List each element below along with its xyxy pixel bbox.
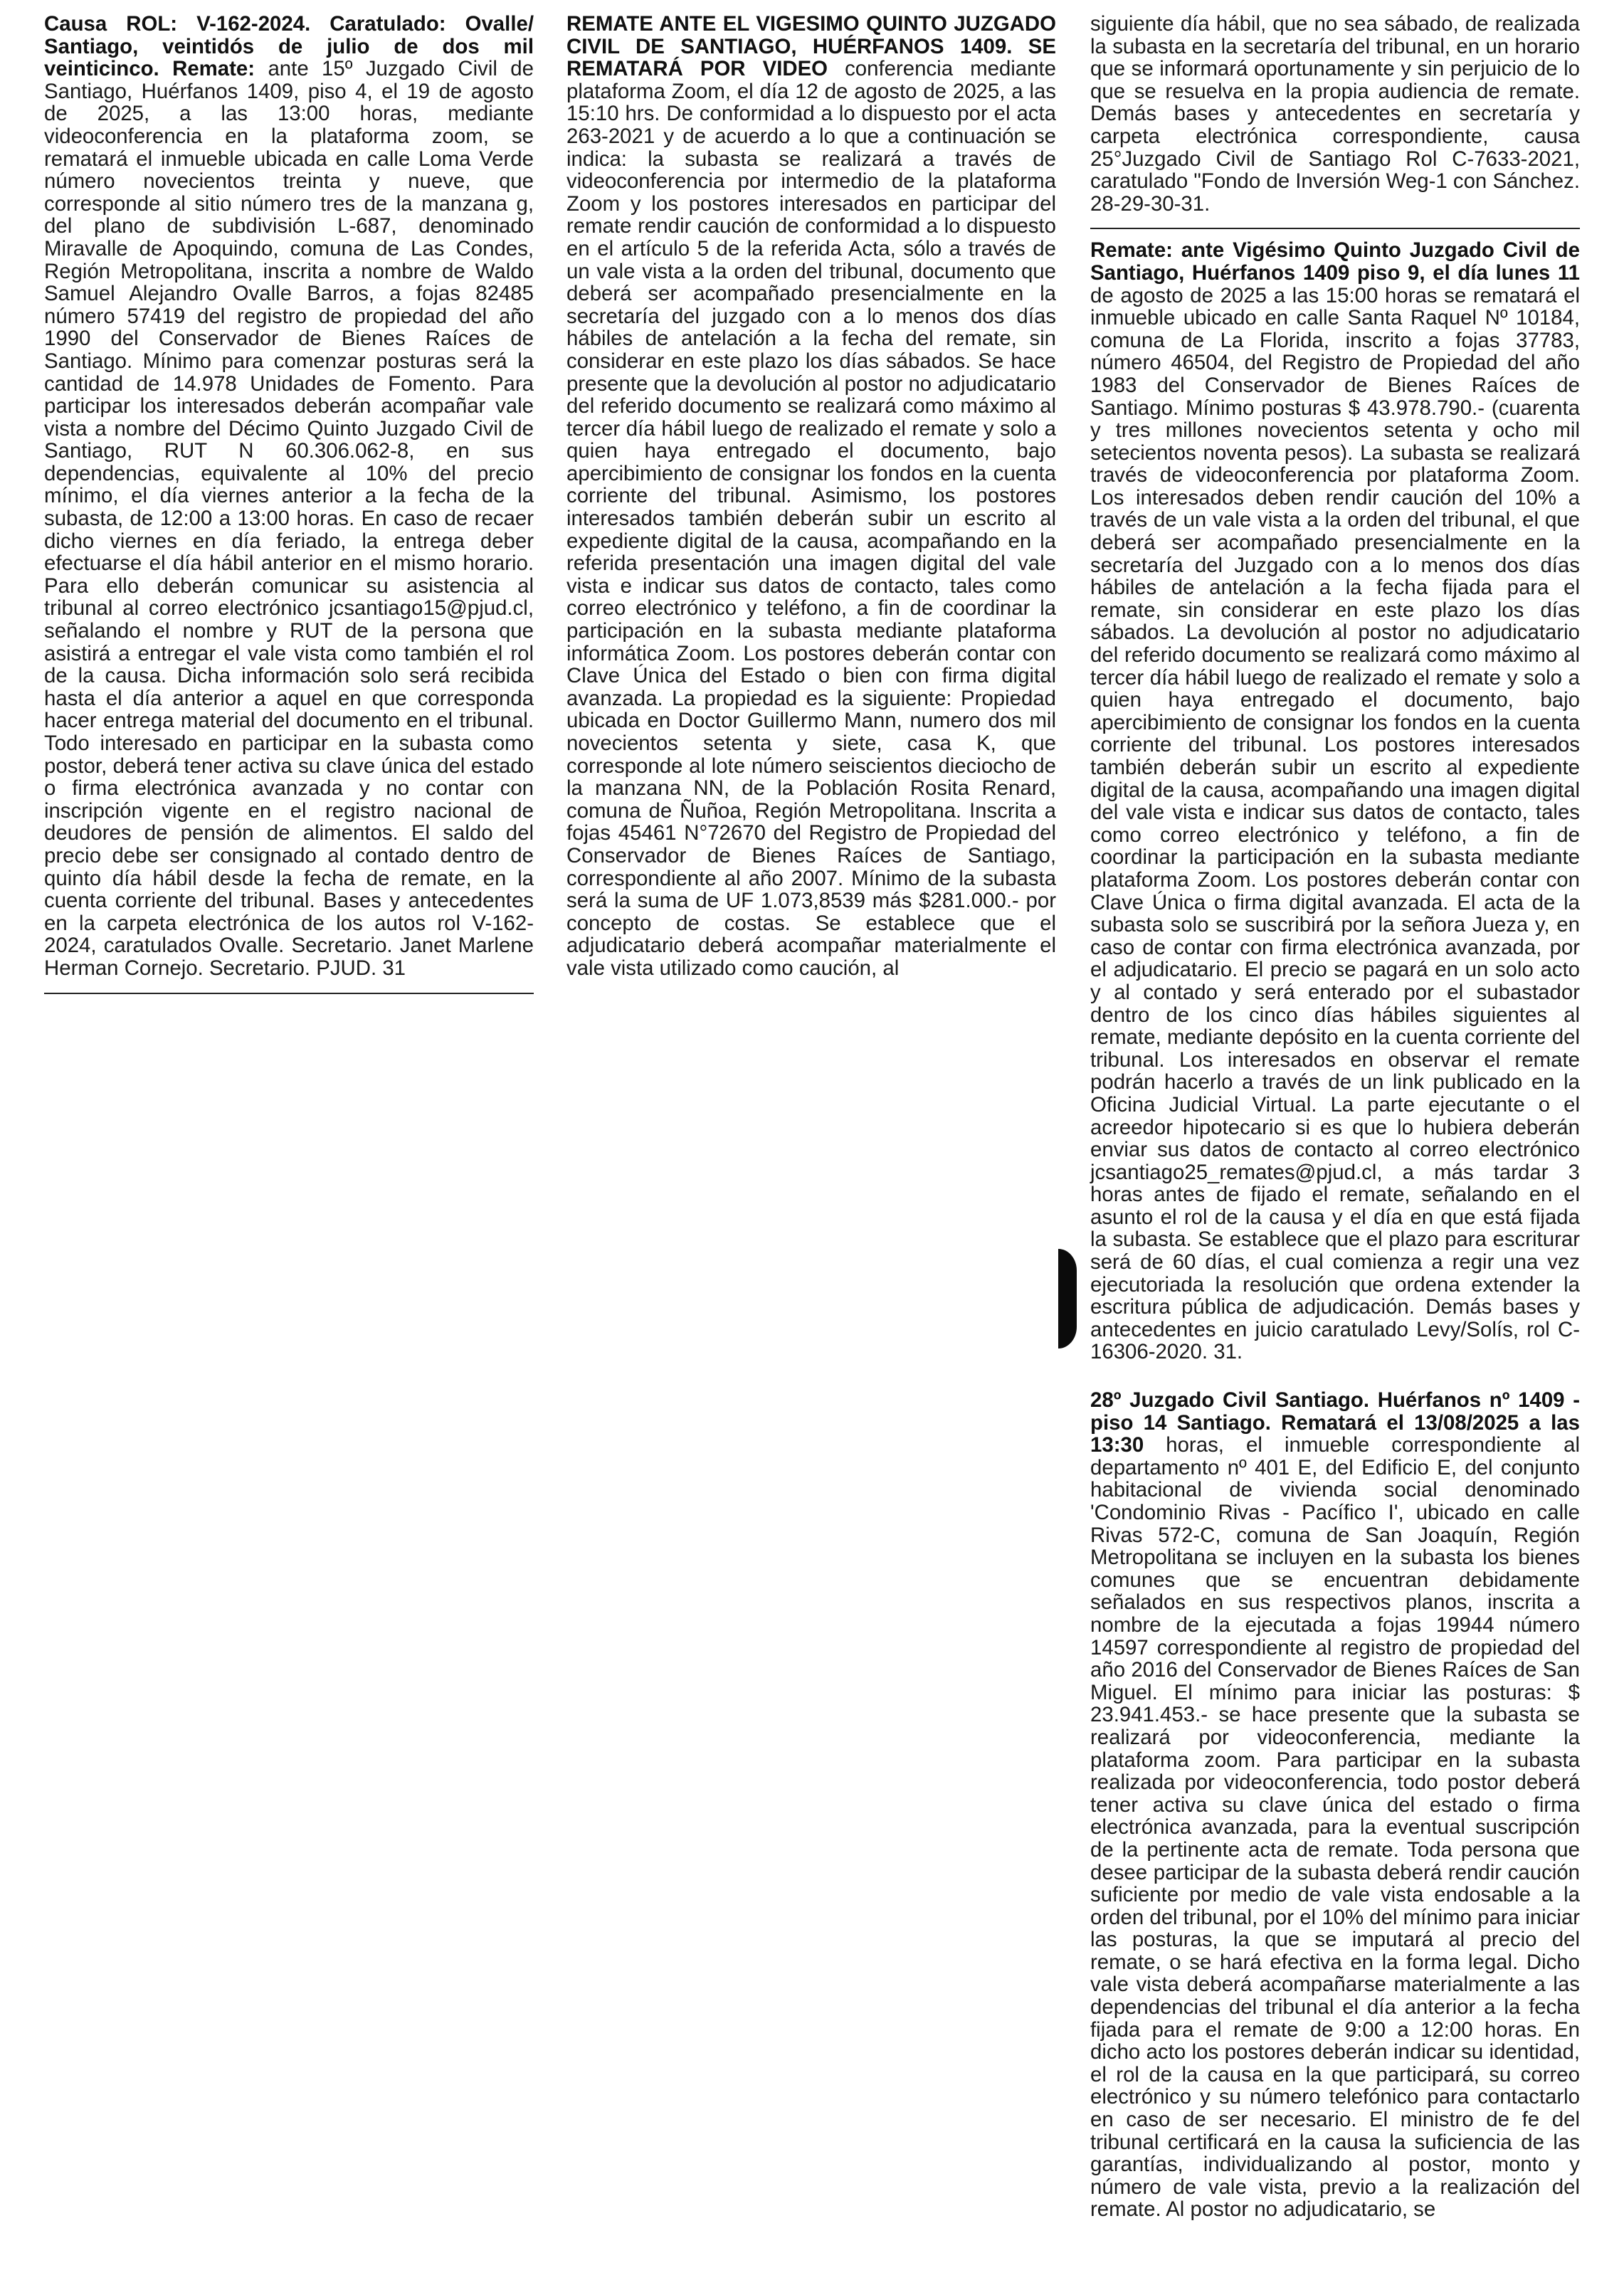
notice-text — [44, 13, 534, 980]
notice-ovalle — [44, 13, 534, 987]
notice-text — [1090, 1389, 1580, 2221]
page-edge-tab-marker — [1058, 1249, 1077, 1349]
column-2 — [566, 13, 1056, 987]
notice-weg1-sanchez — [566, 13, 1056, 987]
notice-rivas-pacifico — [1090, 1389, 1580, 2228]
notice-body: ante 15º Juzgado Civil de Santiago, Huérfanos 1409, piso 4, el 19 de agosto de 2025, a las 13:00 horas, mediante videoconferencia en la plataforma zoom, se rematará el inmueble ubicada en calle Loma Verde número novecientos treinta y nueve, que corresponde al sitio número tres de la manzana g, del plano de subdivisión L-687, denominado Miravalle de Apoquindo, comuna de Las Condes, Región Metropolitana, inscrita a nombre de Waldo Samuel Alejandro Ovalle Barros, a fojas 82485 número 57419 del registro de propiedad del año 1990 del Conservador de Bienes Raíces de Santiago. Mínimo para comenzar posturas será la cantidad de 14.978 Unidades de Fomento. Para participar los interesados deberán acompañar vale vista a nombre del Décimo Quinto Juzgado Civil de Santiago, RUT N 60.306.062-8, en sus dependencias, equivalente al 10% del precio mínimo, el día viernes anterior a la fecha de la subasta, de 12:00 a 13:00 horas. En caso de recaer dicho viernes en día feriado, la entrega deber efectuarse el día hábil anterior en el mismo horario. Para ello deberán comunicar su asistencia al tribunal al correo electrónico jcsantiago15@pjud.cl, señalando el nombre y RUT de la persona que asistirá a entregar el vale vista como también el rol de la causa. Dicha información solo será recibida hasta el día anterior a aquel en que corresponda hacer entrega material del documento en el tribunal. Todo interesado en participar en la subasta como postor, deberá tener activa su clave única del estado o firma electrónica avanzada y no contar con inscripción vigente en el registro nacional de deudores de pensión de alimentos. El saldo del precio debe ser consignado al contado dentro de quinto día hábil desde la fecha de remate, en la cuenta corriente del tribunal. Bases y antecedentes en la carpeta electrónica de los autos rol V-162-2024, caratulados Ovalle. Secretario. Janet Marlene Herman Cornejo. Secretario. PJUD. 31 — [44, 57, 534, 980]
divider-rule — [1090, 228, 1580, 229]
notice-body: horas, el inmueble correspondiente al departamento nº 401 E, del Edificio E, del conjunto habitacional de vivienda social denominado 'Condominio Rivas - Pacífico I', ubicado en calle Rivas 572-C, comuna de San Joaquín, Región Metropolitana se incluyen en la subasta los bienes comunes que se encuentran debidamente señalados en sus respectivos planos, inscrita a nombre de la ejecutada a fojas 19944 número 14597 correspondiente al registro de propiedad del año 2016 del Conservador de Bienes Raíces de San Miguel. El mínimo para iniciar las posturas: $ 23.941.453.- se hace presente que la subasta se realizará por videoconferencia, mediante la plataforma zoom. Para participar en la subasta realizada por videoconferencia, todo postor deberá tener activa su clave única del estado o firma electrónica avanzada, para la eventual suscripción de la pertinente acta de remate. Toda persona que desee participar de la subasta deberá rendir caución suficiente por medio de vale vista endosable a la orden del tribunal, por el 10% del mínimo para iniciar las posturas, la que se imputará al precio del remate, o se hará efectiva en la forma legal. Dicho vale vista deberá acompañarse materialmente a las dependencias del tribunal el día anterior a la fecha fijada para el remate de 9:00 a 12:00 horas. En dicho acto los postores deberán indicar su identidad, el rol de la causa en la que participará, su correo electrónico y su número telefónico para contactarlo en caso de ser necesario. El ministro de fe del tribunal certificará en la causa la suficiencia de las garantías, individualizando al postor, monto y número de vale vista, previo a la realización del remate. Al postor no adjudicatario, se — [1090, 1433, 1580, 2222]
notice-levy-solis — [1090, 239, 1580, 1371]
notice-heading: Causa ROL: V-162-2024. Caratulado: Ovalle/ Santiago, veintidós de julio de dos mil veinticinco. Remate: — [44, 12, 534, 81]
notice-heading: REMATE ANTE EL VIGESIMO QUINTO JUZGADO CIVIL DE SANTIAGO, HUÉRFANOS 1409. SE REMATARÁ POR VIDEO — [566, 12, 1056, 81]
notice-heading: Remate: ante Vigésimo Quinto Juzgado Civil de Santiago, Huérfanos 1409 piso 9, el día lunes 11 — [1090, 238, 1580, 285]
notice-spacer — [1090, 1371, 1580, 1389]
notice-body: conferencia mediante plataforma Zoom, el día 12 de agosto de 2025, a las 15:10 hrs. De conformidad a lo dispuesto por el acta 263-2021 y de acuerdo a lo que a continuación se indica: la subasta se realizará a través de videoconferencia por intermedio de la plataforma Zoom y los postores interesados en participar del remate rendir caución de conformidad a lo dispuesto en el artículo 5 de la referida Acta, sólo a través de un vale vista a la orden del tribunal, documento que deberá ser acompañado presencialmente en la secretaría del juzgado con a lo menos dos días hábiles de antelación a la fecha del remate, sin considerar en este plazo los días sábados. Se hace presente que la devolución al postor no adjudicatario del referido documento se realizará como máximo al tercer día hábil luego de realizado el remate y solo a quien haya entregado el documento, bajo apercibimiento de consignar los fondos en la cuenta corriente del tribunal. Asimismo, los postores interesados también deberán subir un escrito al expediente digital de la causa, acompañando en la referida presentación una imagen digital del vale vista e indicar sus datos de contacto, tales como correo electrónico y teléfono, a fin de coordinar la participación en la subasta mediante plataforma informática Zoom. Los postores deberán contar con Clave Única del Estado o bien con firma digital avanzada. La propiedad es la siguiente: Propiedad ubicada en Doctor Guillermo Mann, numero dos mil novecientos setenta y siete, casa K, que corresponde al lote número seiscientos dieciocho de la manzana NN, de la Población Rosita Renard, comuna de Ñuñoa, Región Metropolitana. Inscrita a fojas 45461 N°72670 del Registro de Propiedad del Conservador de Bienes Raíces de Santiago, correspondiente al año 2007. Mínimo de la subasta será la suma de UF 1.073,8539 más $281.000.- por concepto de costas. Se establece que el adjudicatario deberá acompañar materialmente el vale vista utilizado como caución, al — [566, 57, 1056, 980]
notice-continuation: siguiente día hábil, que no sea sábado, de realizada la subasta en la secretaría del tribunal, en un horario que se informará oportunamente y sin perjuicio de lo que se resuelva en la propia audiencia de remate. Demás bases y antecedentes en secretaría y carpeta electrónica correspondiente, causa 25°Juzgado Civil de Santiago Rol C-7633-2021, caratulado "Fondo de Inversión Weg-1 con Sánchez. 28-29-30-31. — [1090, 12, 1580, 216]
notice-weg1-sanchez-continued — [1090, 13, 1580, 222]
notice-heading: 28º Juzgado Civil Santiago. Huérfanos nº 1409 - piso 14 Santiago. Rematará el 13/08/2025 a las 13:30 — [1090, 1388, 1580, 1457]
notice-text — [566, 13, 1056, 980]
column-1 — [44, 13, 534, 1004]
notice-text — [1090, 239, 1580, 1363]
column-3 — [1090, 13, 1580, 2228]
divider-rule — [44, 993, 534, 994]
notice-body: de agosto de 2025 a las 15:00 horas se rematará el inmueble ubicado en calle Santa Raquel Nº 10184, comuna de La Florida, inscrito a fojas 37783, número 46504, del Registro de Propiedad del año 1983 del Conservador de Bienes Raíces de Santiago. Mínimo posturas $ 43.978.790.- (cuarenta y tres millones novecientos setenta y ocho mil setecientos noventa pesos). La subasta se realizará través de videoconferencia por plataforma Zoom. Los interesados deben rendir caución del 10% a través de un vale vista a la orden del tribunal, el que deberá ser acompañado presencialmente en la secretaría del Juzgado con a lo menos dos días hábiles de antelación a la fecha fijada para el remate, sin considerar en este plazo los días sábados. La devolución al postor no adjudicatario del referido documento se realizará como máximo al tercer día hábil luego de realizado el remate y solo a quien haya entregado el documento, bajo apercibimiento de consignar los fondos en la cuenta corriente del tribunal. Los postores interesados también deberán subir un escrito al expediente digital de la causa, acompañando una imagen digital del vale vista e indicar sus datos de contacto, tales como correo electrónico y teléfono, a fin de coordinar la participación en la subasta mediante plataforma Zoom. Los postores deberán contar con Clave Única o firma digital avanzada. El acta de la subasta solo se suscribirá por la señora Jueza y, en caso de contar con firma electrónica avanzada, por el adjudicatario. El precio se pagará en un solo acto y al contado y será enterado por el subastador dentro de los cinco días hábiles siguientes al remate, mediante depósito en la cuenta corriente del tribunal. Los interesados en observar el remate podrán hacerlo a través de un link publicado en la Oficina Judicial Virtual. La parte ejecutante o el acreedor hipotecario si es que lo hubiera deberán enviar sus datos de contacto al correo electrónico jcsantiago25_remates@pjud.cl, a más tardar 3 horas antes de fijado el remate, señalando en el asunto el rol de la causa y el día en que está fijada la subasta. Se establece que el plazo para escriturar será de 60 días, el cual comienza a regir una vez ejecutoriada la resolución que ordena extender la escritura pública de adjudicación. Demás bases y antecedentes en juicio caratulado Levy/Solís, rol C-16306-2020. 31. — [1090, 283, 1580, 1364]
